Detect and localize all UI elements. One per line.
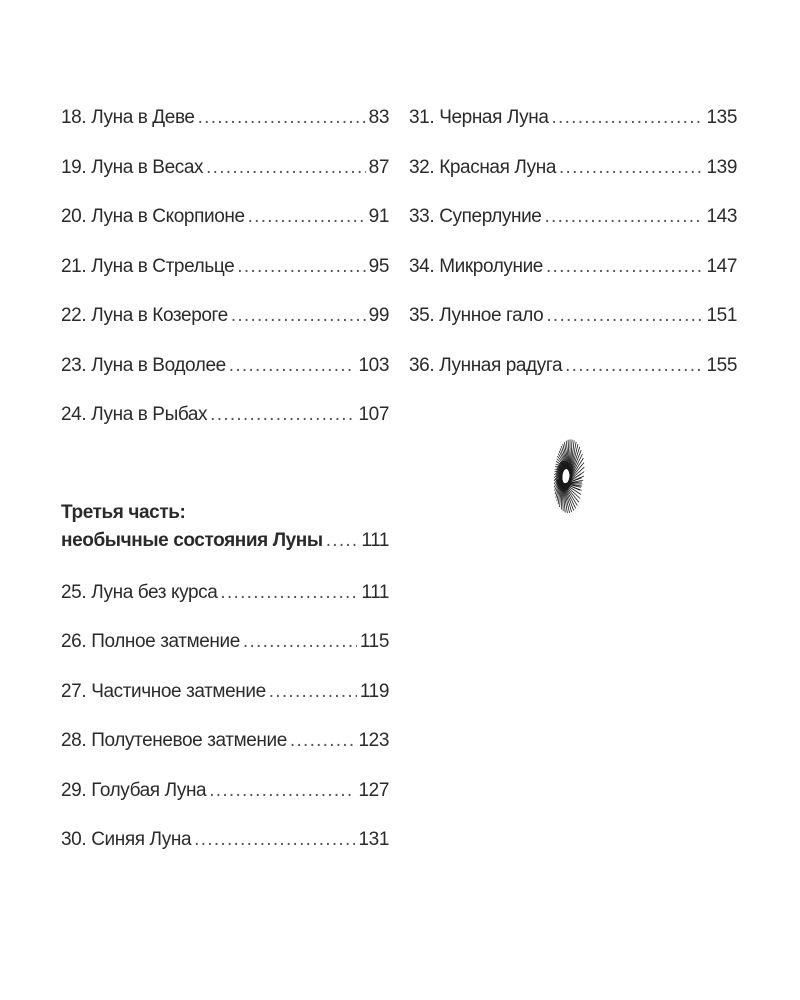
entry-number: 32. xyxy=(409,156,435,178)
entry-number: 19. xyxy=(61,156,87,178)
entry-number: 27. xyxy=(61,680,87,702)
dot-leader xyxy=(290,730,356,752)
entry-number: 33. xyxy=(409,206,435,227)
entry-page: 115 xyxy=(359,631,389,652)
entry-number: 23. xyxy=(61,354,87,376)
section-heading xyxy=(61,496,389,568)
toc-entry[interactable] xyxy=(61,681,389,731)
toc-left-column xyxy=(61,107,389,879)
entry-title: Луна в Водолее xyxy=(91,354,226,376)
toc-entry[interactable] xyxy=(61,355,389,405)
entry-page: 83 xyxy=(368,107,389,128)
dot-leader xyxy=(237,256,365,278)
entry-page: 135 xyxy=(706,107,737,128)
entry-page: 99 xyxy=(368,305,389,326)
entry-title: Синяя Луна xyxy=(91,829,192,850)
toc-entry[interactable] xyxy=(409,206,737,256)
entry-title: Черная Луна xyxy=(439,107,549,128)
toc-entry[interactable] xyxy=(409,107,737,157)
entry-number: 31. xyxy=(409,107,435,128)
entry-page: 103 xyxy=(358,354,389,376)
entry-number: 28. xyxy=(61,730,87,751)
entry-number: 26. xyxy=(61,631,87,652)
toc-entry[interactable] xyxy=(61,404,389,454)
entry-page: 111 xyxy=(361,581,389,603)
entry-page: 143 xyxy=(706,206,737,227)
dot-leader xyxy=(559,157,703,179)
toc-list-unusual xyxy=(61,582,389,879)
toc-entry[interactable] xyxy=(61,107,389,157)
entry-number: 30. xyxy=(61,829,87,850)
entry-title: Луна без курса xyxy=(91,581,218,603)
entry-page: 155 xyxy=(706,354,737,376)
dot-leader xyxy=(546,305,703,327)
toc-entry[interactable] xyxy=(409,157,737,207)
entry-title: Луна в Стрельце xyxy=(91,255,235,277)
entry-number: 22. xyxy=(61,305,87,326)
entry-page: 139 xyxy=(706,156,737,178)
entry-title: Луна в Козероге xyxy=(91,305,228,326)
section-title: Третья часть: xyxy=(61,501,186,523)
toc-entry[interactable] xyxy=(61,256,389,306)
toc-entry[interactable] xyxy=(61,829,389,879)
entry-page: 131 xyxy=(358,829,389,850)
entry-number: 18. xyxy=(61,107,87,128)
entry-number: 34. xyxy=(409,255,435,277)
dot-leader xyxy=(326,530,359,552)
dot-leader xyxy=(552,107,704,129)
toc-entry[interactable] xyxy=(61,780,389,830)
entry-number: 29. xyxy=(61,779,87,801)
toc-entry[interactable] xyxy=(61,157,389,207)
entry-page: 91 xyxy=(368,206,389,227)
entry-number: 20. xyxy=(61,206,87,227)
entry-title: Лунное гало xyxy=(439,305,544,326)
entry-title: Красная Луна xyxy=(439,156,556,178)
entry-number: 36. xyxy=(409,354,435,376)
toc-entry[interactable] xyxy=(61,305,389,355)
entry-page: 95 xyxy=(368,255,389,277)
dot-leader xyxy=(243,631,357,653)
dot-leader xyxy=(194,829,355,851)
spiral-ornament-icon xyxy=(545,428,587,520)
toc-entry[interactable] xyxy=(409,355,737,405)
entry-title: Лунная радуга xyxy=(439,354,563,376)
dot-leader xyxy=(209,780,355,802)
dot-leader xyxy=(229,355,356,377)
entry-number: 35. xyxy=(409,305,435,326)
entry-title: Суперлуние xyxy=(439,206,542,227)
section-entry[interactable] xyxy=(61,530,389,568)
dot-leader xyxy=(206,157,366,179)
entry-title: Голубая Луна xyxy=(91,779,207,801)
dot-leader xyxy=(210,404,355,426)
toc-entry[interactable] xyxy=(61,631,389,681)
entry-number: 25. xyxy=(61,581,87,603)
toc-entry[interactable] xyxy=(61,206,389,256)
entry-title: Полутеневое затмение xyxy=(91,730,287,751)
entry-title: Микролуние xyxy=(439,255,543,277)
dot-leader xyxy=(231,305,366,327)
entry-title: Луна в Рыбах xyxy=(91,404,208,425)
entry-page: 119 xyxy=(359,680,389,702)
entry-title: Луна в Скорпионе xyxy=(91,206,245,227)
entry-page: 111 xyxy=(361,529,389,551)
dot-leader xyxy=(544,206,703,228)
entry-page: 107 xyxy=(358,404,389,425)
toc-entry[interactable] xyxy=(409,305,737,355)
entry-title: Луна в Весах xyxy=(91,156,204,178)
dot-leader xyxy=(269,681,357,703)
dot-leader xyxy=(198,107,366,129)
toc-list-zodiac xyxy=(61,107,389,454)
entry-page: 151 xyxy=(706,305,737,326)
toc-entry[interactable] xyxy=(409,256,737,306)
entry-title: Луна в Деве xyxy=(91,107,195,128)
entry-number: 21. xyxy=(61,255,87,277)
section-subtitle: необычные состояния Луны xyxy=(61,529,323,551)
dot-leader xyxy=(546,256,704,278)
dot-leader xyxy=(565,355,703,377)
entry-number: 24. xyxy=(61,404,87,425)
dot-leader xyxy=(220,582,358,604)
entry-title: Частичное затмение xyxy=(91,680,266,702)
toc-entry[interactable] xyxy=(61,582,389,632)
entry-page: 87 xyxy=(368,156,389,178)
entry-page: 127 xyxy=(358,779,389,801)
entry-page: 147 xyxy=(706,255,737,277)
toc-entry[interactable] xyxy=(61,730,389,780)
toc-right-column xyxy=(409,107,737,404)
entry-page: 123 xyxy=(358,730,389,751)
dot-leader xyxy=(248,206,366,228)
entry-title: Полное затмение xyxy=(91,631,240,652)
